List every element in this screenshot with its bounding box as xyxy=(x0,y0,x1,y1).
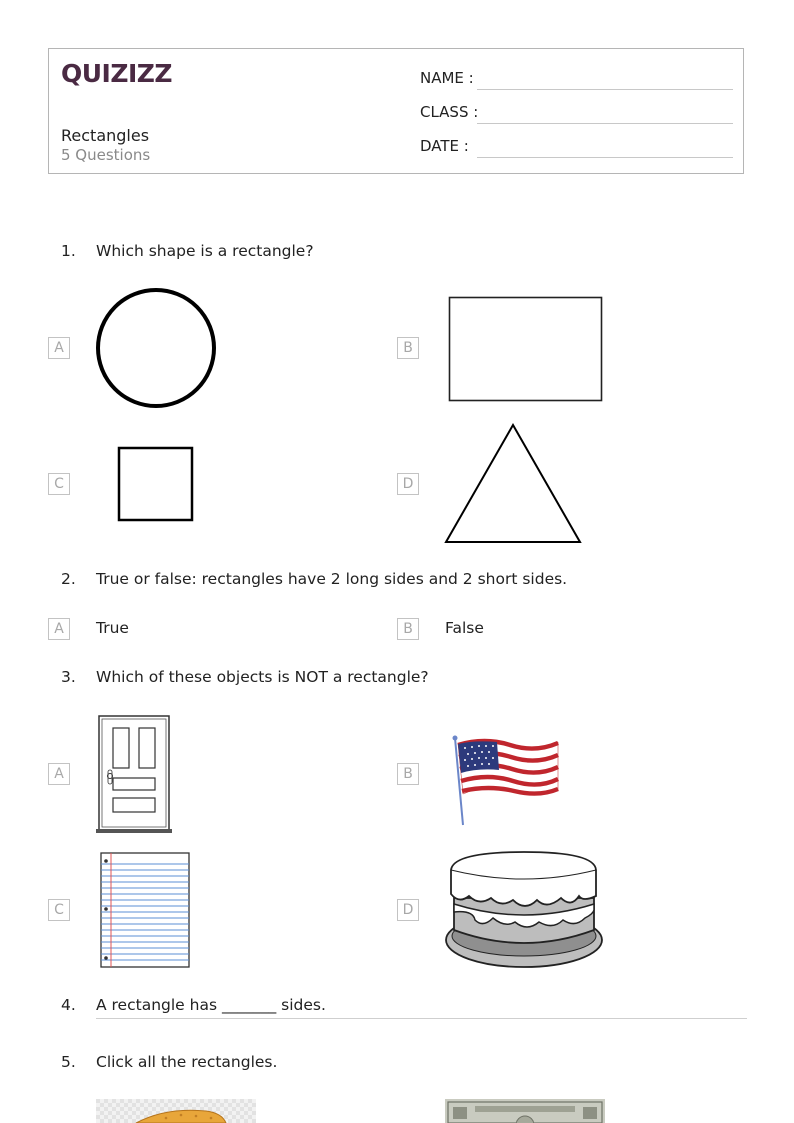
option-box-d[interactable]: D xyxy=(397,899,419,921)
question-text: Which shape is a rectangle? xyxy=(96,242,314,260)
question-text: True or false: rectangles have 2 long sides and 2 short sides. xyxy=(96,570,568,588)
question-number: 5. xyxy=(61,1053,76,1071)
answer-line[interactable] xyxy=(96,1018,747,1019)
quizizz-logo: QUIZIZZ xyxy=(61,59,173,88)
question-text: A rectangle has _______ sides. xyxy=(96,996,326,1014)
option-box-c[interactable]: C xyxy=(48,899,70,921)
date-field[interactable] xyxy=(477,157,733,158)
american-flag-image[interactable] xyxy=(450,734,562,828)
question-number: 2. xyxy=(61,570,76,588)
rectangle-shape[interactable] xyxy=(448,296,604,404)
cracker-image[interactable] xyxy=(96,1099,256,1123)
date-label: DATE : xyxy=(420,137,469,155)
triangle-shape[interactable] xyxy=(444,423,583,545)
option-box-b[interactable]: B xyxy=(397,763,419,785)
circle-shape[interactable] xyxy=(94,287,218,409)
question-text: Which of these objects is NOT a rectangle? xyxy=(96,668,429,686)
option-false[interactable]: False xyxy=(445,619,484,637)
worksheet-header xyxy=(48,48,744,174)
door-image[interactable] xyxy=(96,714,174,834)
name-label: NAME : xyxy=(420,69,474,87)
cake-image[interactable] xyxy=(443,848,605,972)
option-true[interactable]: True xyxy=(96,619,129,637)
name-field[interactable] xyxy=(477,89,733,90)
class-field[interactable] xyxy=(477,123,733,124)
option-box-b[interactable]: B xyxy=(397,337,419,359)
lined-paper-image[interactable] xyxy=(99,852,191,968)
question-text: Click all the rectangles. xyxy=(96,1053,278,1071)
option-box-c[interactable]: C xyxy=(48,473,70,495)
question-number: 3. xyxy=(61,668,76,686)
question-number: 4. xyxy=(61,996,76,1014)
option-box-b[interactable]: B xyxy=(397,618,419,640)
quiz-title: Rectangles xyxy=(61,126,150,145)
option-box-a[interactable]: A xyxy=(48,337,70,359)
option-box-d[interactable]: D xyxy=(397,473,419,495)
question-number: 1. xyxy=(61,242,76,260)
option-box-a[interactable]: A xyxy=(48,763,70,785)
dollar-bill-image[interactable] xyxy=(445,1099,605,1123)
option-box-a[interactable]: A xyxy=(48,618,70,640)
question-count: 5 Questions xyxy=(61,146,151,164)
class-label: CLASS : xyxy=(420,103,479,121)
square-shape[interactable] xyxy=(117,446,195,523)
